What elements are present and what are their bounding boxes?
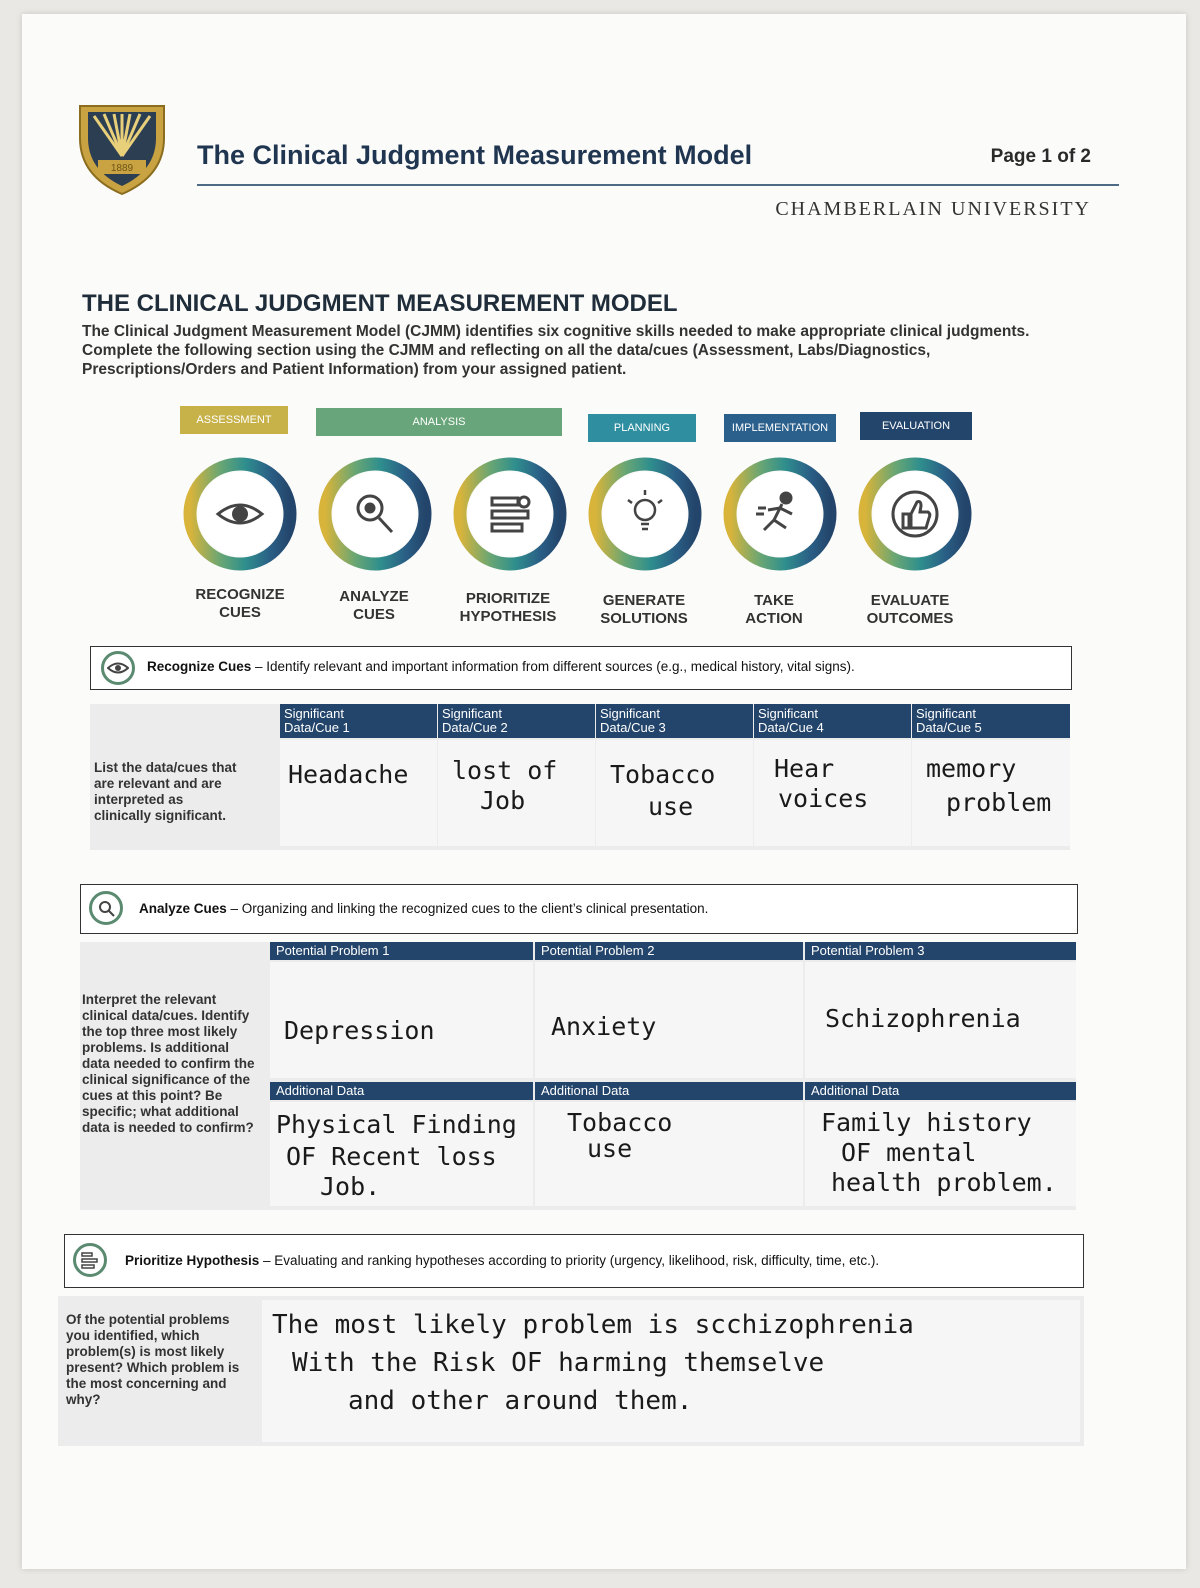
- additional-data-header-1: Additional Data: [270, 1082, 533, 1100]
- step-recognize-cues: RECOGNIZE CUES: [195, 586, 285, 621]
- recognize-cues-panel: [90, 704, 1070, 850]
- problem-cell-1[interactable]: Depression: [270, 962, 533, 1078]
- recognize-cues-title-box: [90, 646, 1072, 690]
- problem-header-2: Potential Problem 2: [535, 942, 803, 960]
- recognize-cues-instructions: List the data/cues that are relevant and are interpreted as clinically significant.: [94, 760, 237, 823]
- step-take-action: TAKE ACTION: [745, 592, 803, 627]
- cue-header-5: Significant Data/Cue 5: [912, 704, 1070, 738]
- problem-header-3: Potential Problem 3: [805, 942, 1076, 960]
- analyze-cues-panel: [80, 942, 1076, 1210]
- step-analyze-cues: ANALYZE CUES: [339, 588, 409, 623]
- cue-cell-1[interactable]: Headache: [280, 740, 437, 846]
- step-prioritize-hypothesis: PRIORITIZE HYPOTHESIS: [459, 590, 557, 625]
- cue-header-3: Significant Data/Cue 3: [596, 704, 753, 738]
- seal-year: 1889: [110, 163, 134, 174]
- prioritize-hypothesis-panel: [58, 1296, 1084, 1446]
- eye-icon: [101, 651, 135, 685]
- cue-cell-4[interactable]: Hear voices: [754, 740, 911, 846]
- problem-cell-2[interactable]: Anxiety: [535, 962, 803, 1078]
- header-divider: [197, 184, 1119, 186]
- additional-data-cell-2[interactable]: Tobacco use: [535, 1102, 803, 1206]
- problem-cell-3[interactable]: Schizophrenia: [805, 962, 1076, 1078]
- university-seal: [72, 98, 172, 198]
- additional-data-header-2: Additional Data: [535, 1082, 803, 1100]
- cue-header-2: Significant Data/Cue 2: [438, 704, 595, 738]
- list-icon: [73, 1243, 107, 1277]
- document-page: [22, 14, 1186, 1569]
- phase-implementation: IMPLEMENTATION: [724, 414, 836, 442]
- cue-header-1: Significant Data/Cue 1: [280, 704, 437, 738]
- additional-data-cell-3[interactable]: Family history OF mental health problem.: [805, 1102, 1076, 1206]
- cue-header-4: Significant Data/Cue 4: [754, 704, 911, 738]
- cjmm-loop-diagram: [172, 452, 972, 582]
- phase-assessment: ASSESSMENT: [180, 406, 288, 434]
- step-generate-solutions: GENERATE SOLUTIONS: [600, 592, 688, 627]
- analyze-cues-heading: Analyze Cues – Organizing and linking the recognized cues to the client’s clinical presentation.: [139, 901, 709, 916]
- phase-analysis: ANALYSIS: [316, 408, 562, 436]
- problem-header-1: Potential Problem 1: [270, 942, 533, 960]
- prioritize-answer-cell[interactable]: The most likely problem is scchizophrenia With the Risk OF harming themselve and other around them.: [262, 1300, 1080, 1442]
- phase-planning: PLANNING: [588, 414, 696, 442]
- additional-data-header-3: Additional Data: [805, 1082, 1076, 1100]
- analyze-cues-instructions: Interpret the relevant clinical data/cues. Identify the top three most likely problems. Is additional data needed to confirm the clinical significance of the cues at this point? Be specific; what additional data is needed to confirm?: [82, 992, 255, 1135]
- step-evaluate-outcomes: EVALUATE OUTCOMES: [866, 592, 954, 627]
- intro-paragraph: The Clinical Judgment Measurement Model (CJMM) identifies six cognitive skills needed to make appropriate clinical judgments. Complete the following section using the CJMM and reflecting on all the data/cues (Assessment, Labs/Diagnostics, Prescriptions/Orders and Patient Information) from your assigned patient.: [82, 323, 1030, 378]
- gear-magnifier-icon: [89, 891, 123, 925]
- analyze-cues-title-box: [80, 884, 1078, 934]
- recognize-cues-heading: Recognize Cues – Identify relevant and important information from different sources (e.g., medical history, vital signs).: [147, 659, 855, 674]
- prioritize-hypothesis-heading: Prioritize Hypothesis – Evaluating and ranking hypotheses according to priority (urgency, likelihood, risk, difficulty, time, etc.).: [125, 1253, 880, 1268]
- prioritize-hypothesis-title-box: [64, 1234, 1084, 1288]
- cue-cell-5[interactable]: memory problem: [912, 740, 1070, 846]
- section-heading: THE CLINICAL JUDGMENT MEASUREMENT MODEL: [82, 290, 678, 317]
- phase-evaluation: EVALUATION: [860, 412, 972, 440]
- additional-data-cell-1[interactable]: Physical Finding OF Recent loss Job.: [270, 1102, 533, 1206]
- prioritize-hypothesis-instructions: Of the potential problems you identified, which problem(s) is most likely present? Which problem is the most concerning and why?: [66, 1312, 240, 1407]
- document-title: The Clinical Judgment Measurement Model: [197, 140, 753, 170]
- cue-cell-2[interactable]: lost of Job: [438, 740, 595, 846]
- page-number: Page 1 of 2: [990, 146, 1091, 167]
- university-name: CHAMBERLAIN UNIVERSITY: [775, 198, 1091, 220]
- cue-cell-3[interactable]: Tobacco use: [596, 740, 753, 846]
